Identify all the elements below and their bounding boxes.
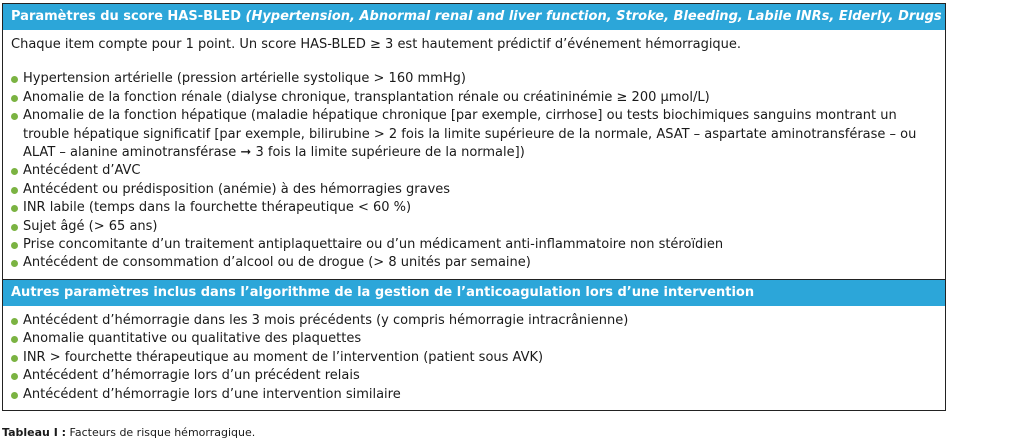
bullet-icon <box>11 95 18 102</box>
bullet-icon <box>11 76 18 83</box>
bullet-icon <box>11 187 18 194</box>
list-item <box>11 89 937 107</box>
section1-item-text: Sujet âgé (> 65 ans) <box>23 218 158 234</box>
list-item <box>11 236 937 254</box>
section1-item-text: Antécédent d’AVC <box>23 163 141 179</box>
section1-intro: Chaque item compte pour 1 point. Un score HAS-BLED ≥ 3 est hautement prédictif d’événement hémorragique. <box>11 37 742 52</box>
bullet-icon <box>11 392 18 399</box>
list-item <box>11 330 937 348</box>
list-item <box>11 181 937 199</box>
caption-text: Facteurs de risque hémorragique. <box>69 426 256 439</box>
section1-item-text: INR labile (temps dans la fourchette thérapeutique < 60 %) <box>23 200 412 216</box>
section2-item-text: Antécédent d’hémorragie dans les 3 mois précédents (y compris hémorragie intracrânienne) <box>23 312 629 328</box>
section1-item-text: Antécédent ou prédisposition (anémie) à des hémorragies graves <box>23 181 451 197</box>
section1-body <box>3 30 945 279</box>
bullet-icon <box>11 113 18 120</box>
list-item <box>11 386 937 404</box>
bullet-icon <box>11 168 18 175</box>
list-item <box>11 107 937 162</box>
section2-item-text: Anomalie quantitative ou qualitative des plaquettes <box>23 331 362 347</box>
section1-item-text: Prise concomitante d’un traitement antiplaquettaire ou d’un médicament anti-inflammatoire non stéroïdien <box>23 237 724 253</box>
section2-item-text: Antécédent d’hémorragie lors d’une intervention similaire <box>23 386 401 402</box>
bullet-icon <box>11 373 18 380</box>
list-item <box>11 70 937 88</box>
section1-list <box>11 70 937 272</box>
section2-body <box>3 306 945 410</box>
bullet-icon <box>11 242 18 249</box>
list-item <box>11 349 937 367</box>
section1-header <box>3 4 1024 30</box>
section2-item-text: INR > fourchette thérapeutique au moment de l’intervention (patient sous AVK) <box>23 349 544 365</box>
bullet-icon <box>11 205 18 212</box>
bullet-icon <box>11 336 18 343</box>
bullet-icon <box>11 355 18 362</box>
list-item <box>11 162 937 180</box>
list-item <box>11 218 937 236</box>
risk-factors-table <box>2 3 1024 411</box>
bullet-icon <box>11 318 18 325</box>
section1-item-text: Anomalie de la fonction rénale (dialyse chronique, transplantation rénale ou créatininémie ≥ 200 µmol/L) <box>23 89 710 105</box>
section1-item-text: Hypertension artérielle (pression artérielle systolique > 160 mmHg) <box>23 71 466 87</box>
list-item <box>11 254 937 272</box>
section2-title: Autres paramètres inclus dans l’algorithme de la gestion de l’anticoagulation lors d’une intervention <box>11 284 755 300</box>
bullet-icon <box>11 224 18 231</box>
list-item <box>11 199 937 217</box>
caption-label: Tableau I : <box>2 426 67 439</box>
section2-list <box>11 312 937 404</box>
section1-title: Paramètres du score HAS-BLED <box>11 9 241 24</box>
section2-item-text: Antécédent d’hémorragie lors d’un précédent relais <box>23 368 360 384</box>
section2-header <box>3 280 945 306</box>
list-item <box>11 312 937 330</box>
section1-subtitle: (Hypertension, Abnormal renal and liver function, Stroke, Bleeding, Labile INRs, Elderly, Drugs or alcohol) <box>245 9 1024 24</box>
section1-item-text: Anomalie de la fonction hépatique (maladie hépatique chronique [par exemple, cirrhose] ou tests biochimiques sanguins montrant un trouble hépatique significatif [par exemple, bilirubine > 2 fois la limite supérieure de la normale, ASAT – aspartate aminotransférase – ou ALAT – alanine aminotransférase ➞ 3 fois la limite supérieure de la normale]) <box>23 108 917 161</box>
list-item <box>11 367 937 385</box>
section1-item-text: Antécédent de consommation d’alcool ou de drogue (> 8 unités par semaine) <box>23 255 531 271</box>
bullet-icon <box>11 260 18 267</box>
table-caption <box>2 426 255 439</box>
